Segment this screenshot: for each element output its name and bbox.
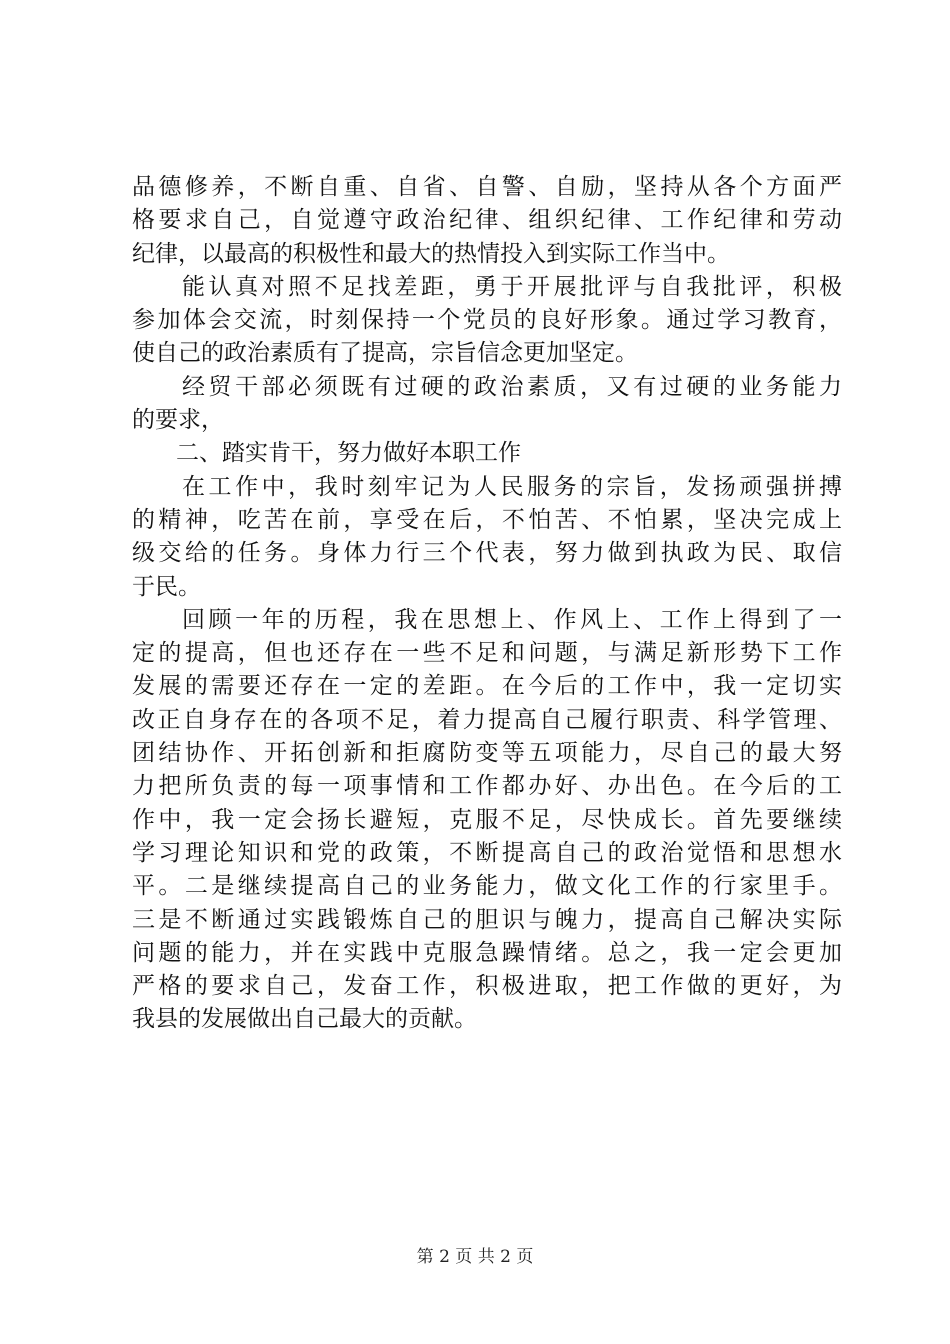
text-line: 回顾一年的历程，我在思想上、作风上、工作上得到了一 — [182, 606, 842, 633]
text-line: 改正自身存在的各项不足，着力提高自己履行职责、科学管理、 — [132, 706, 842, 733]
text-line: 发展的需要还存在一定的差距。在今后的工作中，我一定切实 — [132, 673, 842, 700]
text-line: 严格的要求自己，发奋工作，积极进取，把工作做的更好，为 — [132, 973, 842, 1000]
text-line: 平。二是继续提高自己的业务能力，做文化工作的行家里手。 — [132, 873, 842, 900]
text-line: 力把所负责的每一项事情和工作都办好、办出色。在今后的工 — [132, 773, 842, 800]
text-line: 使自己的政治素质有了提高，宗旨信念更加坚定。 — [132, 340, 638, 367]
text-line: 格要求自己，自觉遵守政治纪律、组织纪律、工作纪律和劳动 — [132, 207, 842, 234]
text-line: 三是不断通过实践锻炼自己的胆识与魄力，提高自己解决实际 — [132, 906, 842, 933]
section-heading: 二、踏实肯干，努力做好本职工作 — [176, 440, 521, 467]
page-footer: 第 2 页 共 2 页 — [416, 1247, 534, 1267]
text-line: 品德修养，不断自重、自省、自警、自励，坚持从各个方面严 — [132, 174, 842, 200]
text-line: 学习理论知识和党的政策，不断提高自己的政治觉悟和思想水 — [132, 839, 842, 866]
text-line: 问题的能力，并在实践中克服急躁情绪。总之，我一定会更加 — [132, 939, 842, 966]
text-line: 纪律，以最高的积极性和最大的热情投入到实际工作当中。 — [132, 240, 730, 267]
text-line: 经贸干部必须既有过硬的政治素质，又有过硬的业务能力 — [182, 373, 842, 400]
text-line: 的要求， — [132, 407, 224, 434]
text-line: 于民。 — [132, 573, 201, 600]
text-line: 能认真对照不足找差距，勇于开展批评与自我批评，积极 — [182, 273, 842, 300]
text-line: 作中，我一定会扬长避短，克服不足，尽快成长。首先要继续 — [132, 806, 842, 833]
text-line: 的精神，吃苦在前，享受在后，不怕苦、不怕累，坚决完成上 — [132, 506, 842, 533]
text-line: 团结协作、开拓创新和拒腐防变等五项能力，尽自己的最大努 — [132, 740, 842, 767]
text-line: 我县的发展做出自己最大的贡献。 — [132, 1006, 477, 1033]
text-line: 级交给的任务。身体力行三个代表，努力做到执政为民、取信 — [132, 540, 842, 567]
text-line: 在工作中，我时刻牢记为人民服务的宗旨，发扬顽强拼搏 — [182, 473, 842, 500]
text-line: 定的提高，但也还存在一些不足和问题，与满足新形势下工作 — [132, 640, 842, 667]
text-line: 参加体会交流，时刻保持一个党员的良好形象。通过学习教育， — [132, 307, 842, 334]
document-body — [132, 171, 842, 1037]
